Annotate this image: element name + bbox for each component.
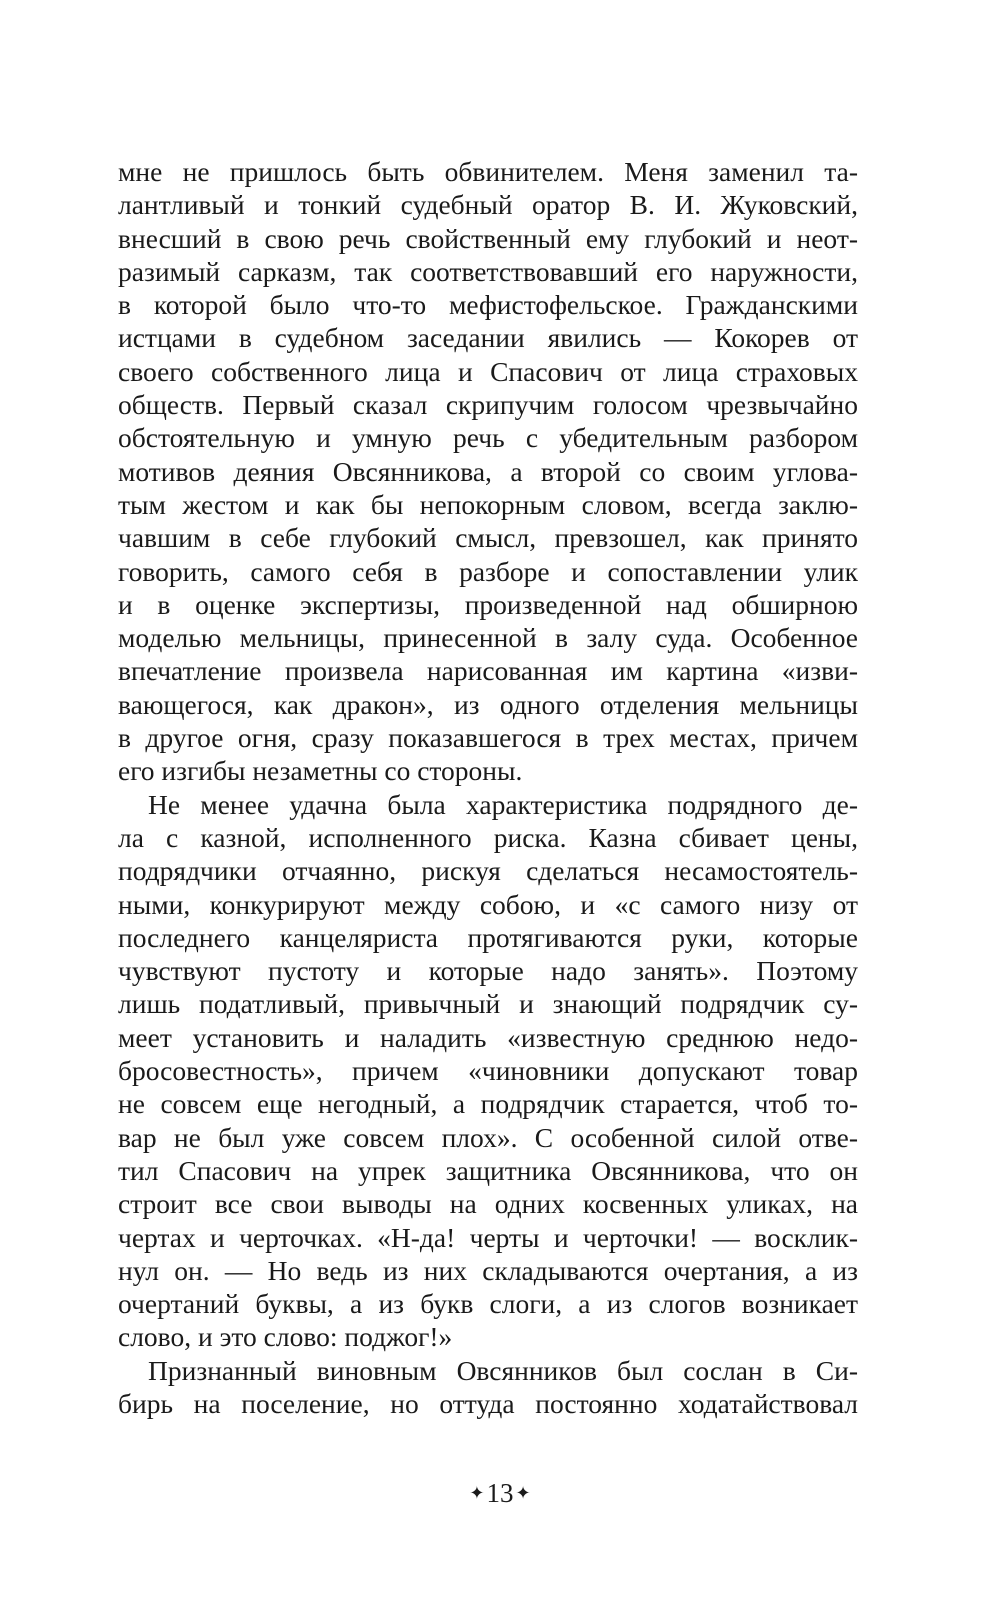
text-line: лантливый и тонкий судебный оратор В. И. Жуковский,	[118, 189, 858, 221]
text-line: внесший в свою речь свойственный ему глубокий и неот-	[118, 222, 858, 254]
text-line: бросовестность», причем «чиновники допускают товар	[118, 1055, 858, 1087]
paragraph	[118, 1354, 858, 1421]
text-line: подрядчики отчаянно, рискуя сделаться несамостоятель-	[118, 855, 858, 887]
text-line: последнего канцеляриста протягиваются руки, которые	[118, 921, 858, 953]
text-line: мне не пришлось быть обвинителем. Меня заменил та-	[118, 156, 858, 187]
ornament-left-icon: ✦	[469, 1483, 485, 1503]
text-line: ла с казной, исполненного риска. Казна сбивает цены,	[118, 821, 858, 853]
text-line: нул он. — Но ведь из них складываются очертания, а из	[118, 1254, 858, 1286]
text-line: в которой было что-то мефистофельское. Гражданскими	[118, 289, 858, 321]
text-line: слово, и это слово: поджог!»	[118, 1321, 453, 1353]
text-line: ными, конкурируют между собою, и «с самого низу от	[118, 888, 858, 920]
page-number-footer	[0, 1478, 1000, 1509]
body-text	[118, 155, 858, 1420]
text-line: разимый сарказм, так соответствовавший его наружности,	[118, 255, 858, 287]
text-line: его изгибы незаметны со стороны.	[118, 755, 523, 787]
text-line: Признанный виновным Овсянников был сослан в Си-	[148, 1354, 858, 1386]
text-line: Не менее удачна была характеристика подрядного де-	[148, 788, 858, 820]
text-line: бирь на поселение, но оттуда постоянно ходатайствовал	[118, 1387, 858, 1419]
paragraph	[118, 155, 858, 788]
text-line: тым жестом и как бы непокорным словом, всегда заклю-	[118, 488, 858, 520]
text-line: моделью мельницы, принесенной в залу суда. Особенное	[118, 622, 858, 654]
text-line: не совсем еще негодный, а подрядчик старается, чтоб то-	[118, 1088, 858, 1120]
text-line: в другое огня, сразу показавшегося в трех местах, причем	[118, 722, 858, 754]
text-line: вар не был уже совсем плох». С особенной силой отве-	[118, 1121, 858, 1153]
paragraph	[118, 788, 858, 1354]
ornament-right-icon: ✦	[515, 1483, 531, 1503]
text-line: обстоятельную и умную речь с убедительным разбором	[118, 422, 858, 454]
text-line: очертаний буквы, а из букв слоги, а из слогов возникает	[118, 1288, 858, 1320]
text-line: лишь податливый, привычный и знающий подрядчик су-	[118, 988, 858, 1020]
text-line: вающегося, как дракон», из одного отделения мельницы	[118, 688, 858, 720]
text-line: чавшим в себе глубокий смысл, превзошел, как принято	[118, 522, 858, 554]
text-line: истцами в судебном заседании явились — Кокорев от	[118, 322, 858, 354]
page-number: 13	[486, 1478, 514, 1508]
text-line: меет установить и наладить «известную среднюю недо-	[118, 1021, 858, 1053]
text-line: впечатление произвела нарисованная им картина «изви-	[118, 655, 858, 687]
text-line: мотивов деяния Овсянникова, а второй со своим углова-	[118, 455, 858, 487]
text-line: строит все свои выводы на одних косвенных уликах, на	[118, 1188, 858, 1220]
text-line: обществ. Первый сказал скрипучим голосом чрезвычайно	[118, 389, 858, 421]
text-line: чувствуют пустоту и которые надо занять». Поэтому	[118, 955, 858, 987]
text-line: говорить, самого себя в разборе и сопоставлении улик	[118, 555, 858, 587]
text-line: и в оценке экспертизы, произведенной над обширною	[118, 588, 858, 620]
text-line: тил Спасович на упрек защитника Овсянникова, что он	[118, 1154, 858, 1186]
text-line: чертах и черточках. «Н-да! черты и черточки! — восклик-	[118, 1221, 858, 1253]
text-line: своего собственного лица и Спасович от лица страховых	[118, 355, 858, 387]
